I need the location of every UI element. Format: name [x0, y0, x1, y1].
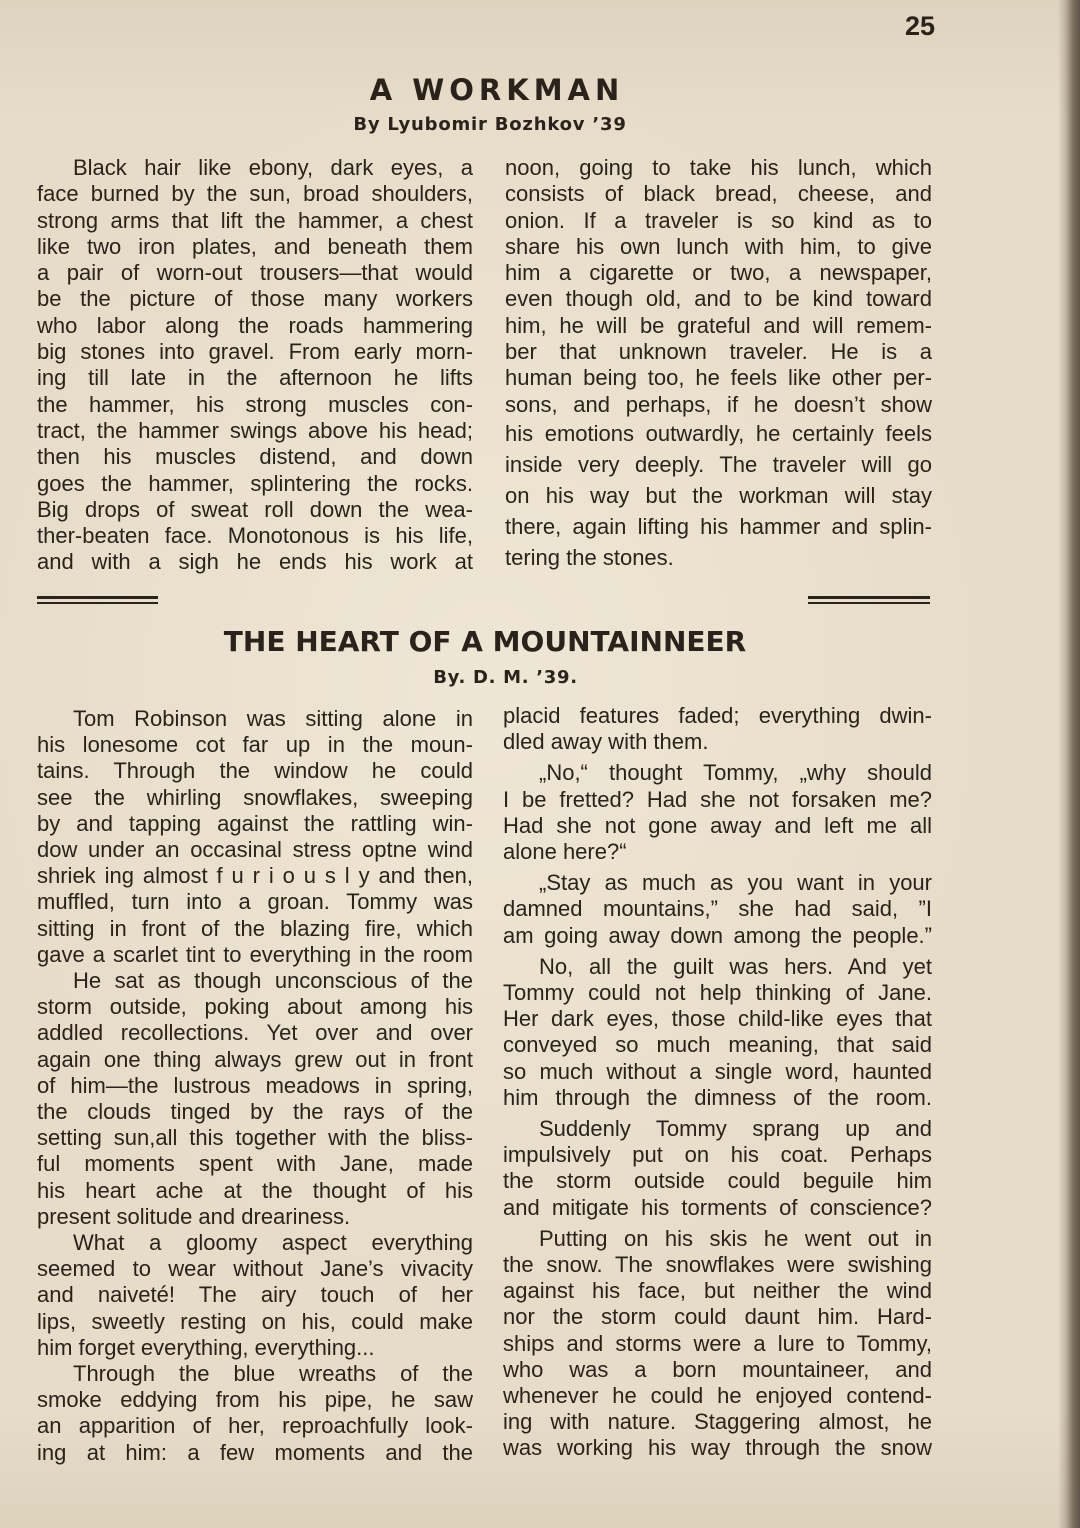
text-line: big stones into gravel. From early morn- [37, 339, 473, 365]
double-rule-divider-right [808, 596, 930, 604]
text-line: his heart ache at the thought of his [37, 1177, 473, 1203]
paragraph [503, 1116, 932, 1221]
text-column-right [505, 155, 932, 573]
text-line: ing at him: a few moments and the [37, 1439, 473, 1465]
text-line: was working his way through the snow [503, 1435, 932, 1461]
paragraph [37, 968, 473, 1230]
text-line: his lonesome cot far up in the moun- [37, 732, 473, 758]
text-line: dled away with them. [503, 729, 709, 755]
text-line: even though old, and to be kind toward [505, 286, 932, 312]
text-line: the snow. The snowflakes were swishing [503, 1252, 932, 1278]
paragraph [37, 1230, 473, 1361]
article-byline: By Lyubomir Bozhkov ’39 [353, 114, 627, 135]
text-line: Suddenly Tommy sprang up and [539, 1116, 932, 1142]
text-line: then his muscles distend, and down [37, 444, 473, 470]
article-byline: By. D. M. ’39. [433, 667, 578, 688]
text-line: like two iron plates, and beneath them [37, 233, 473, 259]
text-column-left [37, 155, 473, 576]
text-line: tract, the hammer swings above his head; [37, 417, 473, 443]
paragraph [503, 1226, 932, 1462]
text-line: see the whirling snowflakes, sweeping [37, 784, 473, 810]
text-line: him a cigarette or two, a newspaper, [505, 260, 932, 286]
paragraph [503, 954, 932, 1111]
text-line: again one thing always grew out in front [37, 1046, 473, 1072]
text-line: noon, going to take his lunch, which [505, 155, 932, 180]
text-line: share his own lunch with him, to give [505, 233, 932, 259]
text-line: Big drops of sweat roll down the wea- [37, 496, 473, 522]
text-line: tains. Through the window he could [37, 758, 473, 784]
text-line: Black hair like ebony, dark eyes, a [73, 155, 473, 180]
text-line: his emotions outwardly, he certainly feels [505, 420, 932, 446]
text-line: No, all the guilt was hers. And yet [539, 953, 932, 979]
paragraph [503, 703, 932, 755]
text-line: conveyed so much meaning, that said [503, 1032, 932, 1058]
text-line: and naiveté! The airy touch of her [37, 1282, 473, 1308]
text-line: Putting on his skis he went out in [539, 1225, 932, 1251]
text-line: dow under an occasinal stress optne wind [37, 837, 473, 863]
text-line: him through the dimness of the room. [503, 1084, 932, 1110]
text-line: there, again lifting his hammer and splin- [505, 513, 932, 539]
text-line: by and tapping against the rattling win- [37, 810, 473, 836]
text-line: the clouds tinged by the rays of the [37, 1099, 473, 1125]
text-line: sitting in front of the blazing fire, which [37, 915, 473, 941]
text-line: and mitigate his torments of conscience? [503, 1194, 932, 1220]
paragraph [505, 155, 932, 573]
text-line: placid features faded; everything dwin- [503, 703, 932, 728]
text-line: sons, and perhaps, if he doesn’t show [505, 391, 932, 417]
text-line: be the picture of those many workers [37, 286, 473, 312]
text-line: gave a scarlet tint to everything in the room [37, 941, 473, 967]
text-line: who was a born mountaineer, and [503, 1356, 932, 1382]
text-line: What a gloomy aspect everything [73, 1230, 473, 1256]
text-line: ther-beaten face. Monotonous is his life, [37, 523, 473, 549]
text-line: present solitude and dreariness. [37, 1203, 351, 1229]
text-line: face burned by the sun, broad shoulders, [37, 181, 473, 207]
text-line: against his face, but neither the wind [503, 1278, 932, 1304]
text-line: and with a sigh he ends his work at [37, 549, 473, 575]
text-line: a pair of worn-out trousers—that would [37, 260, 473, 286]
text-line: seemed to wear without Jane’s vivacity [37, 1256, 473, 1282]
text-line: tering the stones. [505, 544, 674, 570]
text-line: onion. If a traveler is so kind as to [505, 207, 932, 233]
text-line: lips, sweetly resting on his, could make [37, 1308, 473, 1334]
text-line: alone here?“ [503, 839, 627, 865]
double-rule-divider-left [37, 596, 158, 604]
text-line: I be fretted? Had she not forsaken me? [503, 786, 932, 812]
text-line: on his way but the workman will stay [505, 482, 932, 508]
text-line: Had she not gone away and left me all [503, 812, 932, 838]
text-line: ing till late in the afternoon he lifts [37, 365, 473, 391]
text-line: who labor along the roads hammering [37, 312, 473, 338]
text-line: shriek ing almost f u r i o u s l y and then, [37, 863, 473, 889]
text-line: am going away down among the people.” [503, 922, 932, 948]
text-line: setting sun,all this together with the bliss- [37, 1125, 473, 1151]
text-line: Her dark eyes, those child-like eyes that [503, 1006, 932, 1032]
paragraph [503, 870, 932, 949]
text-column-left [37, 706, 473, 1466]
text-line: human being too, he feels like other per- [505, 365, 932, 391]
text-line: addled recollections. Yet over and over [37, 1020, 473, 1046]
text-line: Tom Robinson was sitting alone in [73, 706, 473, 731]
text-line: the storm outside could beguile him [503, 1168, 932, 1194]
text-line: nor the storm could daunt him. Hard- [503, 1304, 932, 1330]
paragraph [37, 1361, 473, 1466]
text-line: him forget everything, everything... [37, 1334, 375, 1360]
text-line: storm outside, poking about among his [37, 994, 473, 1020]
text-line: of him—the lustrous meadows in spring, [37, 1072, 473, 1098]
text-line: the hammer, his strong muscles con- [37, 391, 473, 417]
article-title: A WORKMAN [369, 73, 625, 107]
text-line: inside very deeply. The traveler will go [505, 451, 932, 477]
article-title: THE HEART OF A MOUNTAINNEER [223, 625, 747, 658]
text-line: consists of black bread, cheese, and [505, 181, 932, 207]
text-line: ful moments spent with Jane, made [37, 1151, 473, 1177]
text-line: „No,“ thought Tommy, „why should [539, 760, 932, 786]
text-line: so much without a single word, haunted [503, 1058, 932, 1084]
text-line: muffled, turn into a groan. Tommy was [37, 889, 473, 915]
text-line: whenever he could he enjoyed contend- [503, 1383, 932, 1409]
text-line: him, he will be grateful and will remem- [505, 312, 932, 338]
text-line: ing with nature. Staggering almost, he [503, 1409, 932, 1435]
text-line: ber that unknown traveler. He is a [505, 339, 932, 365]
text-line: an apparition of her, reproachfully look- [37, 1413, 473, 1439]
text-line: impulsively put on his coat. Perhaps [503, 1142, 932, 1168]
text-line: He sat as though unconscious of the [73, 968, 473, 994]
text-line: damned mountains,” she had said, ”I [503, 896, 932, 922]
text-line: strong arms that lift the hammer, a chest [37, 207, 473, 233]
text-line: Tommy could not help thinking of Jane. [503, 980, 932, 1006]
text-line: goes the hammer, splintering the rocks. [37, 470, 473, 496]
paragraph [37, 155, 473, 576]
text-line: smoke eddying from his pipe, he saw [37, 1387, 473, 1413]
page-edge-shadow [1058, 0, 1080, 1528]
text-line: Through the blue wreaths of the [73, 1361, 473, 1387]
paragraph [37, 706, 473, 968]
page-number: 25 [905, 11, 936, 41]
paragraph [503, 760, 932, 865]
text-line: „Stay as much as you want in your [539, 870, 932, 896]
text-line: ships and storms were a lure to Tommy, [503, 1330, 932, 1356]
text-column-right [503, 703, 932, 1462]
